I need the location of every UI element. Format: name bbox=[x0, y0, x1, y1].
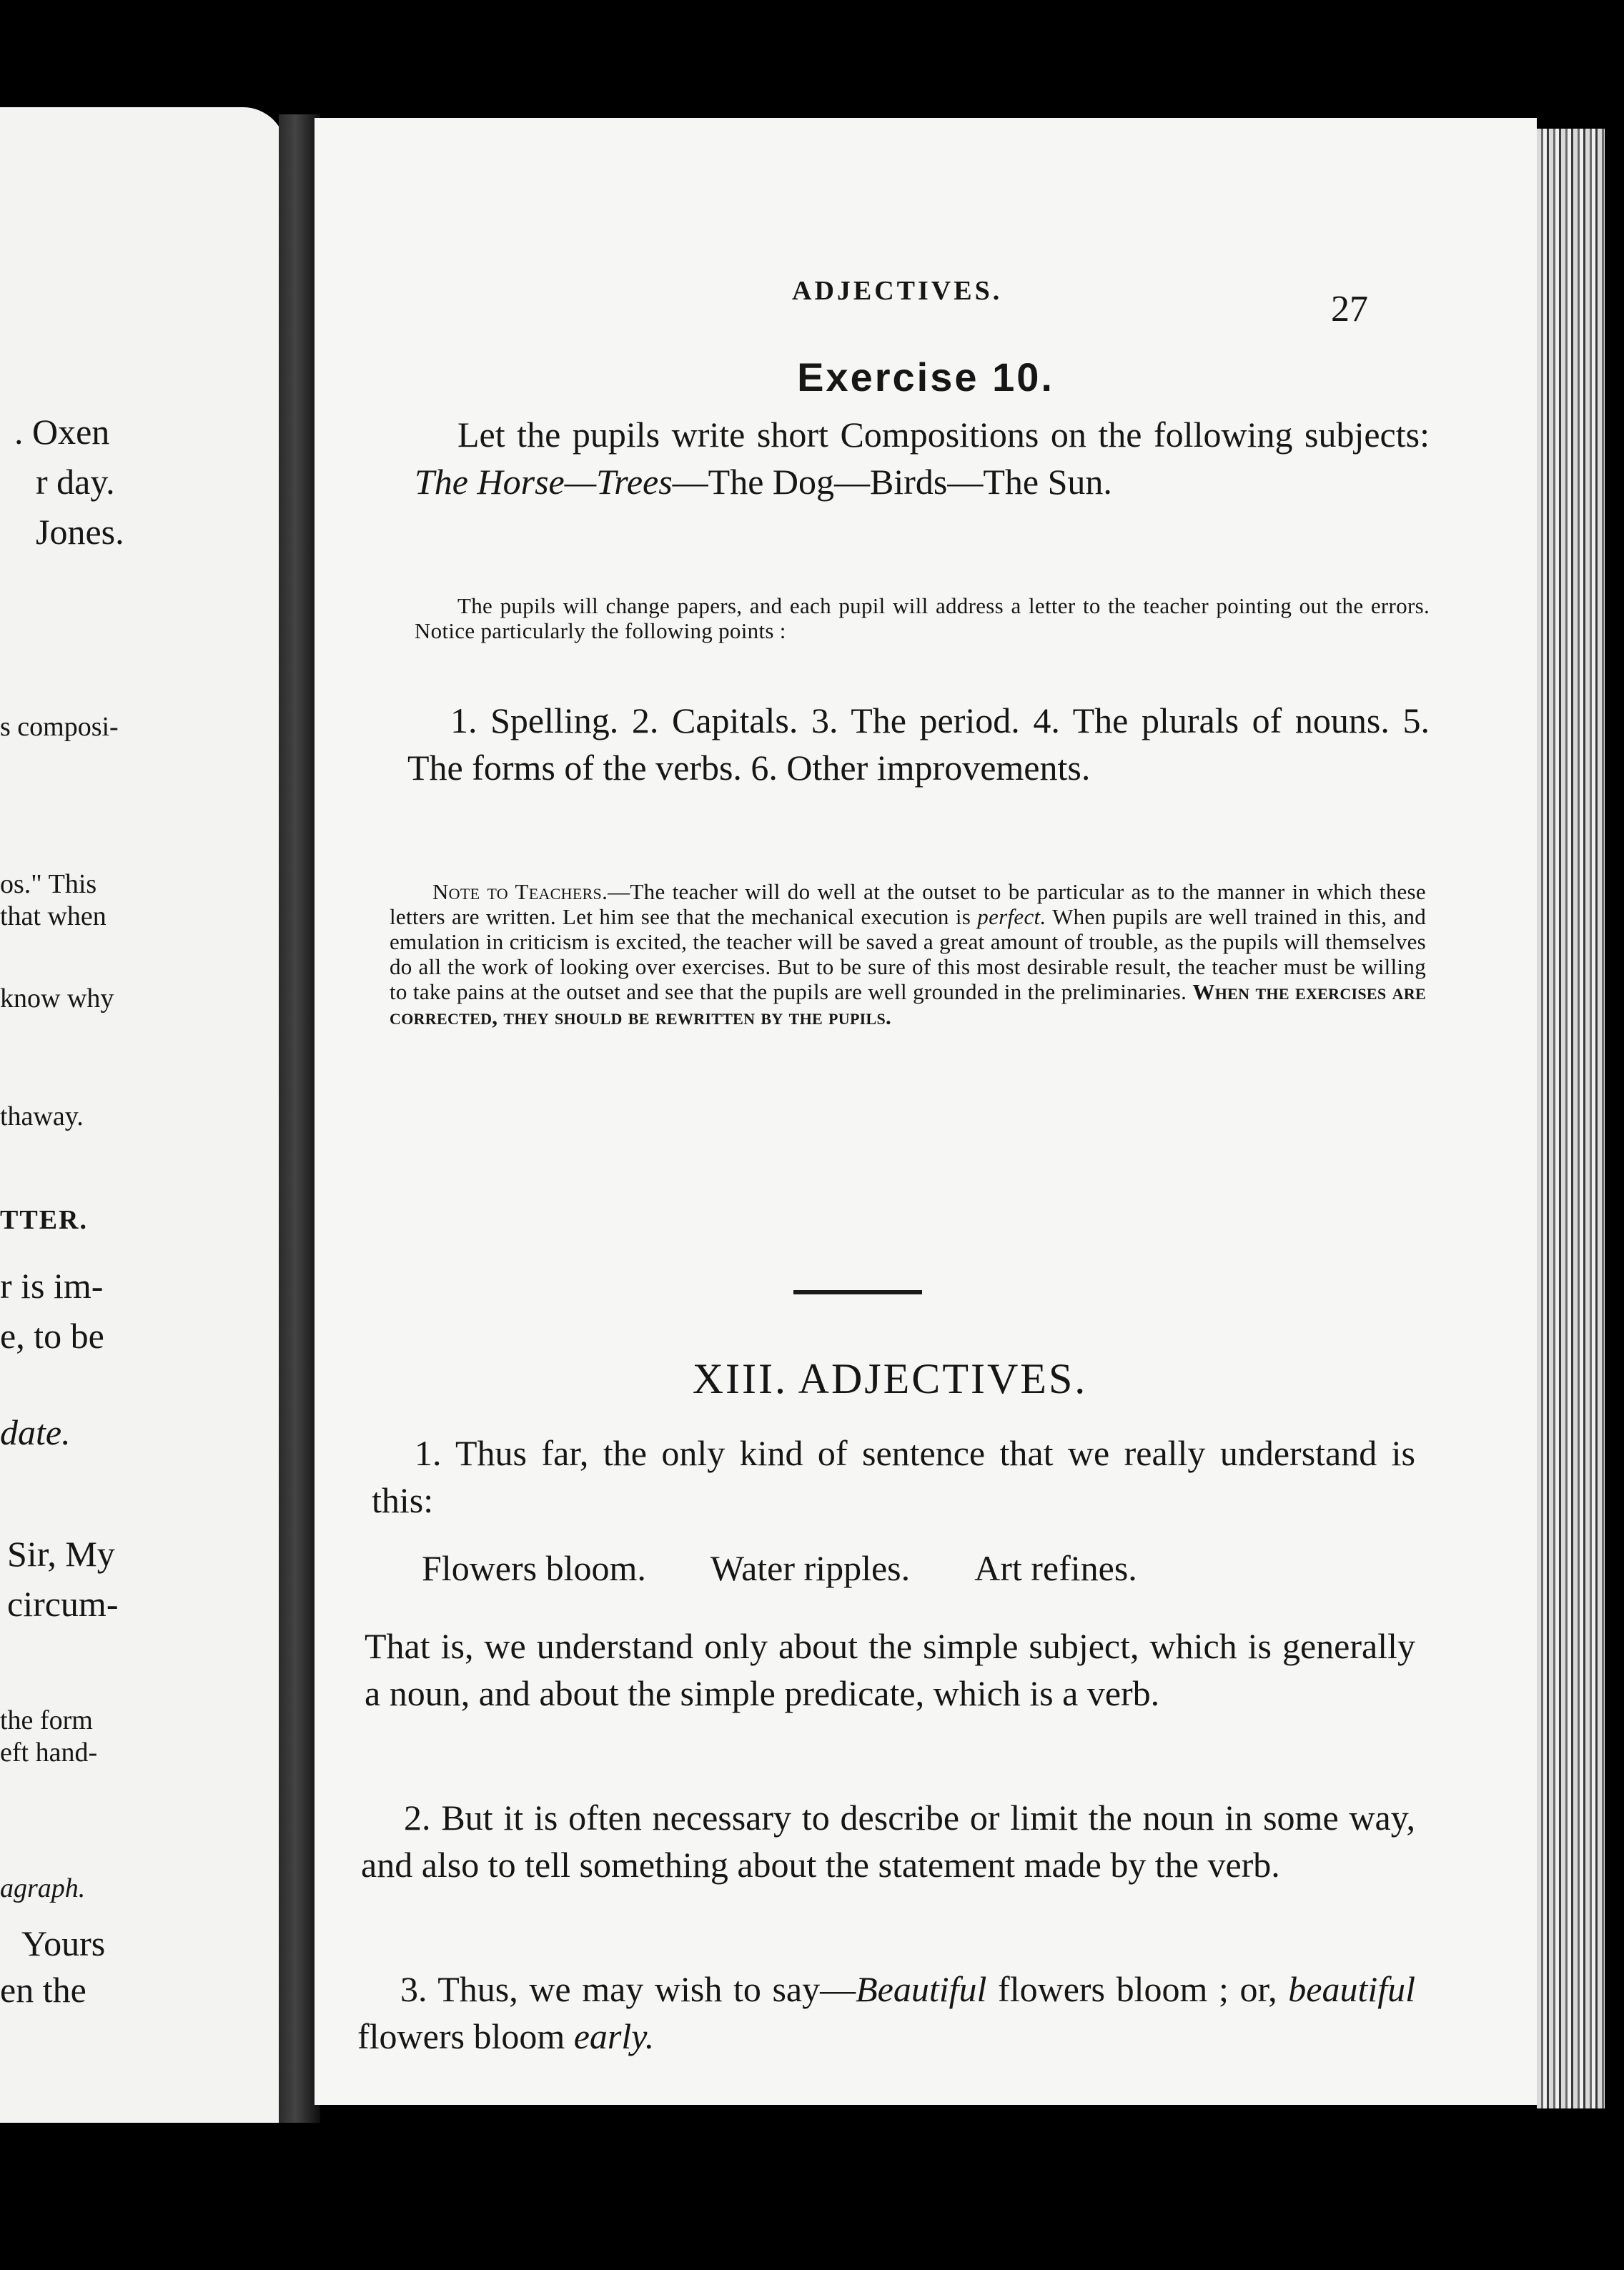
left-line-3: Jones. bbox=[36, 512, 124, 552]
note-to-teachers: Note to Teachers.—The teacher will do well at the outset to be particular as to the manner in which these letters are written. Let him see that the mechanical execution is perfect. When pupils are well trained in this, and emulation in criticism is excited, the teacher will be saved a great amount of trouble, as the pupils will themselves do all the work of looking over exercises. But to be sure of this most desirable result, the teacher must be willing to take pains at the outset and see that the pupils are well grounded in the preliminaries. When the exercises are corrected, they should be rewritten by the pupils. bbox=[390, 879, 1427, 1029]
left-line-5: os." This bbox=[0, 869, 97, 899]
example-2: Water ripples. bbox=[710, 1548, 911, 1588]
exercise-instruction: The pupils will change papers, and each pupil will address a letter to the teacher pointing out the errors. Notice particularly the following points : bbox=[415, 593, 1430, 643]
example-3: Art refines. bbox=[974, 1548, 1137, 1588]
exercise-title: Exercise 10. bbox=[797, 355, 1054, 400]
paragraph-2: 2. But it is often necessary to describe or limit the noun in some way, and also to tell something about the statement made by the verb. bbox=[361, 1798, 1415, 1885]
left-line-11: e, to be bbox=[0, 1316, 104, 1356]
section-title: XIII. ADJECTIVES. bbox=[692, 1355, 1088, 1402]
left-line-18: Yours bbox=[21, 1923, 106, 1963]
left-line-12: date. bbox=[0, 1412, 71, 1452]
left-line-10: r is im- bbox=[0, 1266, 104, 1306]
left-line-8: thaway. bbox=[0, 1101, 84, 1131]
book-page bbox=[315, 118, 1537, 2105]
page-edges bbox=[1537, 129, 1605, 2108]
section-divider bbox=[793, 1290, 922, 1294]
left-line-14: circum- bbox=[7, 1584, 119, 1624]
left-line-19: en the bbox=[0, 1970, 86, 2010]
left-line-2: r day. bbox=[36, 462, 115, 502]
example-1: Flowers bloom. bbox=[422, 1548, 646, 1588]
left-line-7: know why bbox=[0, 983, 114, 1013]
left-line-4: s composi- bbox=[0, 712, 119, 742]
paragraph-1b: That is, we understand only about the simple subject, which is generally a noun, and about the simple predicate, which is a verb. bbox=[365, 1626, 1415, 1713]
exercise-intro: Let the pupils write short Compositions on the following subjects: The Horse—Trees—The Dog—Birds—The Sun. bbox=[415, 415, 1430, 502]
page-number: 27 bbox=[1331, 289, 1368, 329]
left-line-13: Sir, My bbox=[7, 1534, 115, 1574]
left-line-15: the form bbox=[0, 1705, 93, 1735]
running-title: ADJECTIVES. bbox=[792, 276, 1003, 306]
left-line-9: TTER. bbox=[0, 1205, 88, 1235]
left-line-16: eft hand- bbox=[0, 1738, 98, 1768]
example-sentences bbox=[422, 1547, 1422, 1589]
left-page-fragment bbox=[0, 107, 286, 2123]
paragraph-1: 1. Thus far, the only kind of sentence that we really understand is this: bbox=[372, 1433, 1415, 1520]
exercise-points: 1. Spelling. 2. Capitals. 3. The period. 4. The plurals of nouns. 5. The forms of the verbs. 6. Other improvements. bbox=[407, 700, 1430, 788]
paragraph-3: 3. Thus, we may wish to say—Beautiful flowers bloom ; or, beautiful flowers bloom early. bbox=[357, 1969, 1416, 2056]
left-line-1: . Oxen bbox=[14, 412, 110, 452]
left-line-6: that when bbox=[0, 901, 107, 931]
left-line-17: agraph. bbox=[0, 1873, 86, 1903]
